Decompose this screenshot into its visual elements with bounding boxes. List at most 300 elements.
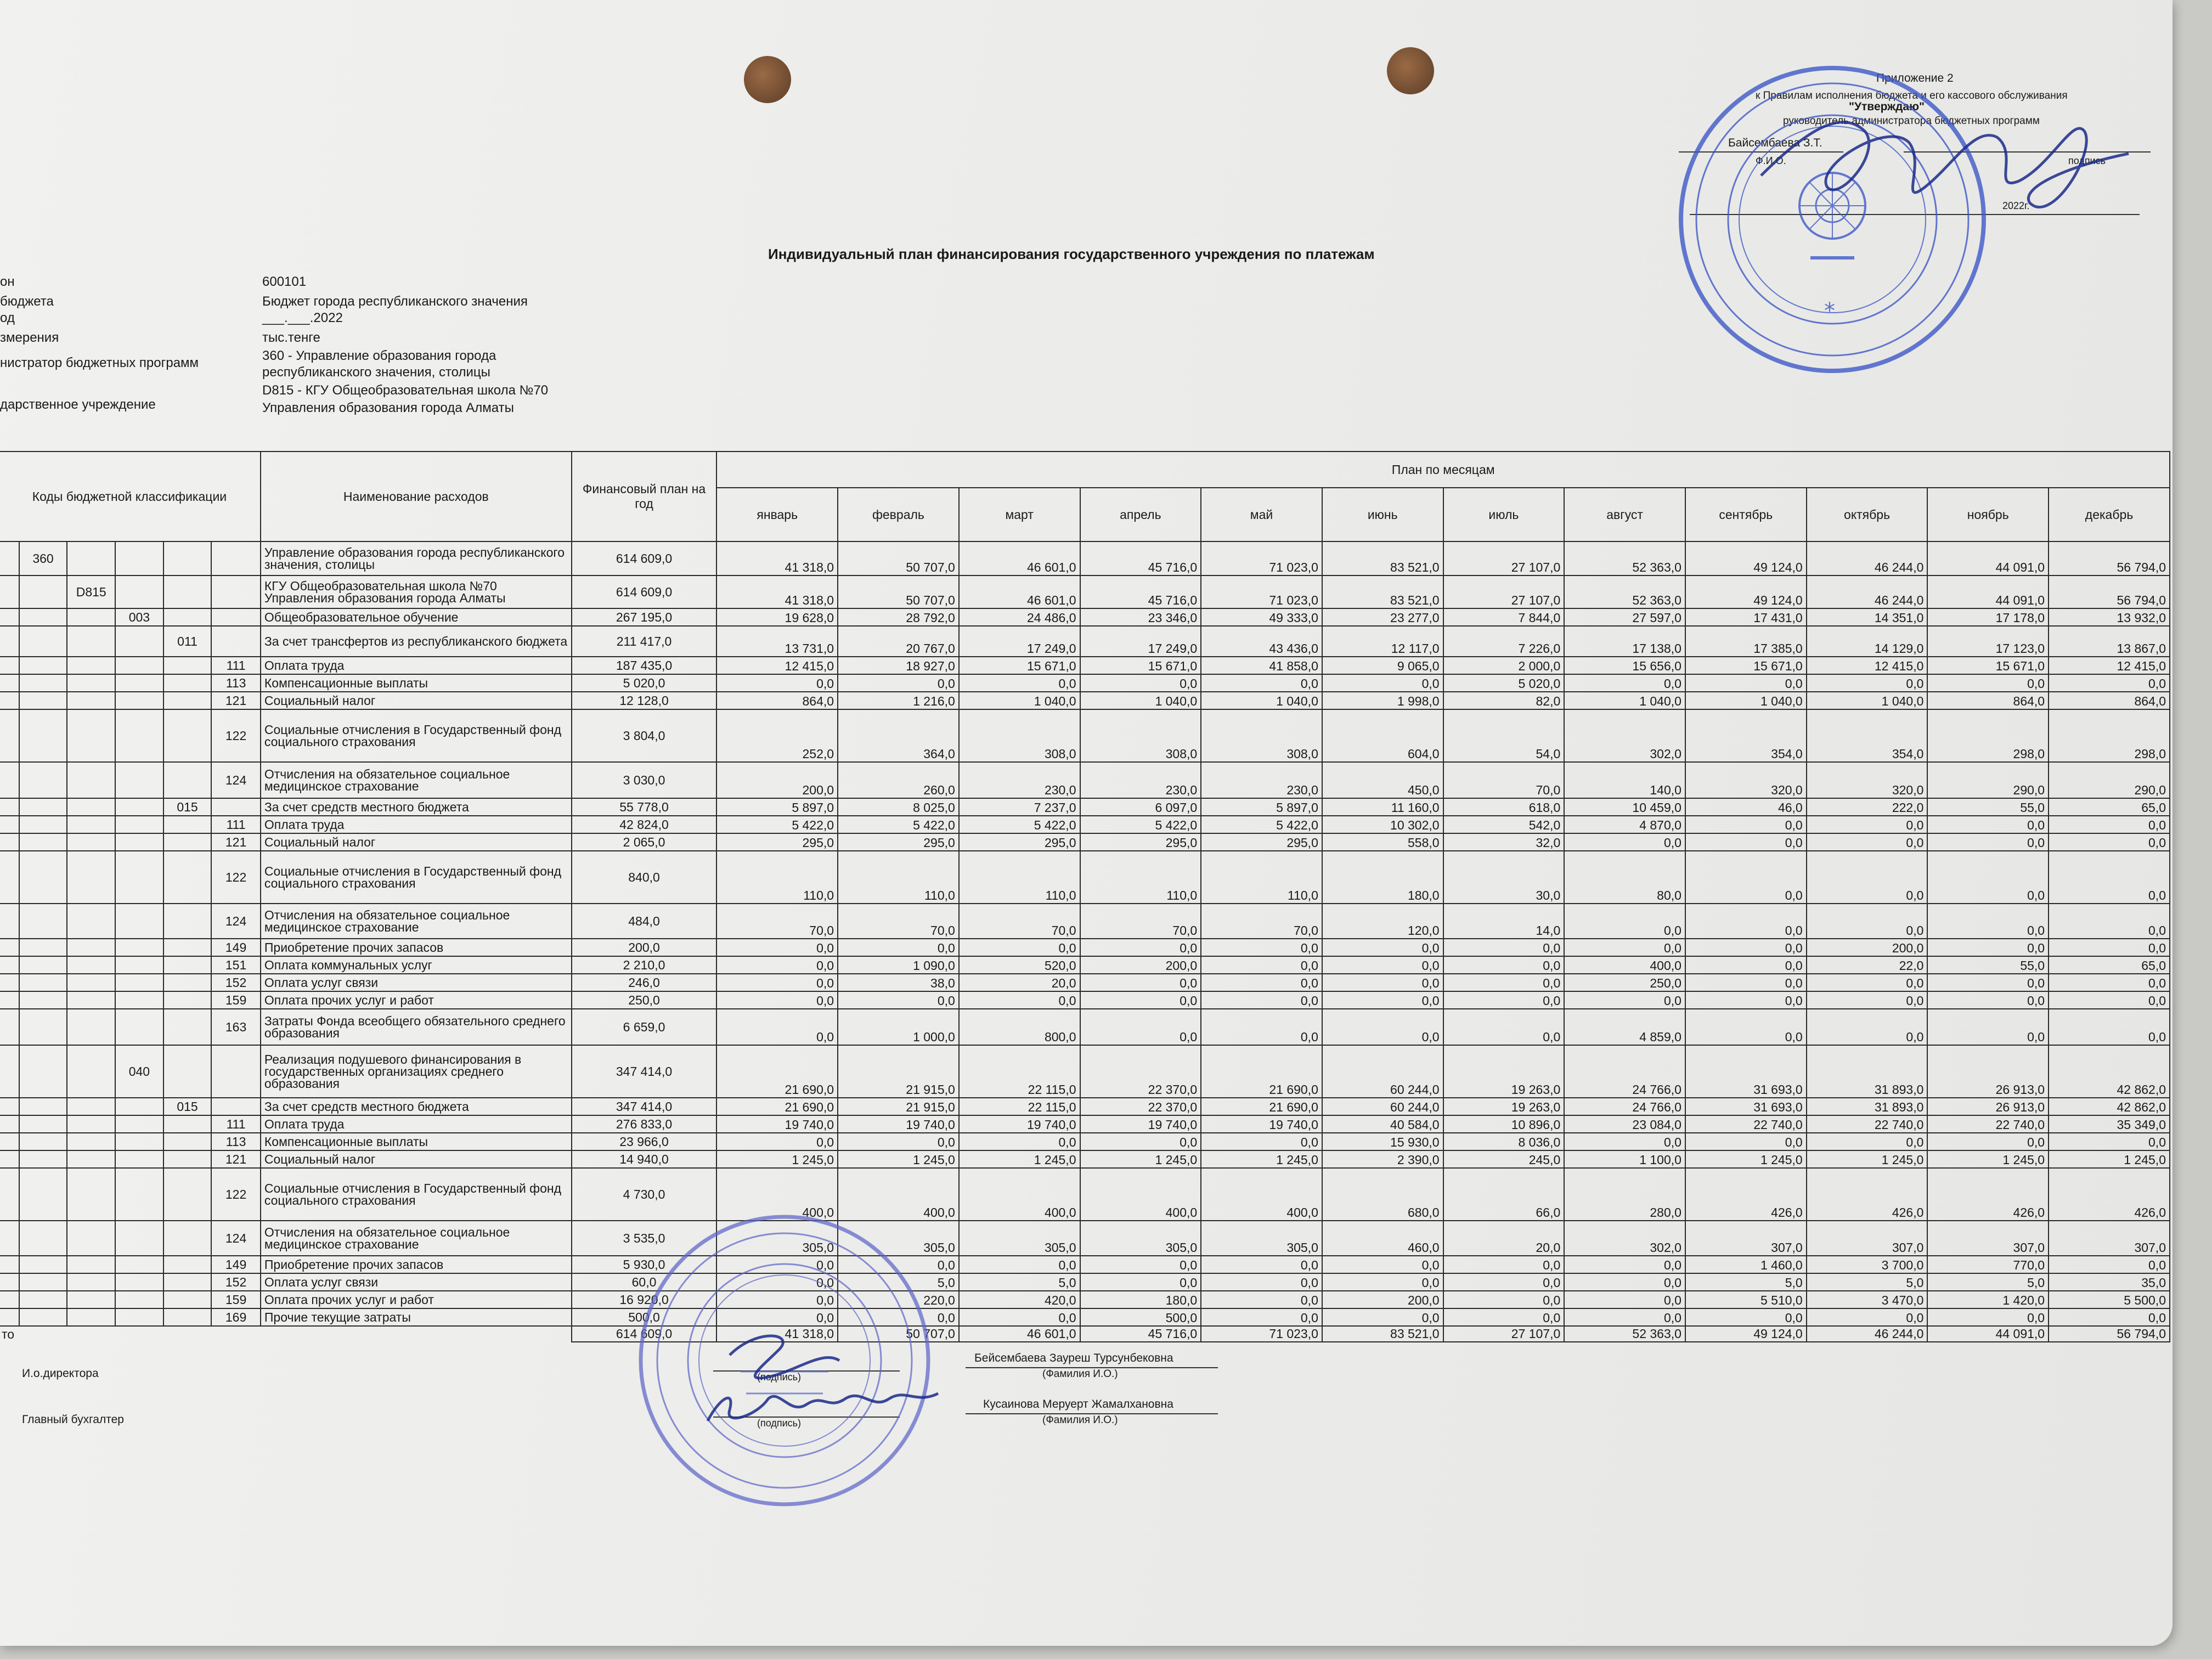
budget-code-cell bbox=[19, 939, 67, 956]
monthly-value-cell: 0,0 bbox=[1927, 674, 2049, 692]
budget-code-cell bbox=[115, 956, 163, 974]
annual-plan-cell: 347 414,0 bbox=[572, 1045, 717, 1098]
monthly-value-cell: 0,0 bbox=[1564, 991, 1685, 1009]
monthly-value-cell: 15 671,0 bbox=[1685, 657, 1807, 674]
expense-name-cell: КГУ Общеобразовательная школа №70 Управления образования города Алматы bbox=[261, 575, 572, 608]
budget-code-cell bbox=[163, 904, 212, 939]
annual-plan-cell: 2 210,0 bbox=[572, 956, 717, 974]
annual-plan-cell: 250,0 bbox=[572, 991, 717, 1009]
monthly-value-cell: 0,0 bbox=[959, 1256, 1080, 1273]
monthly-value-cell: 52 363,0 bbox=[1564, 541, 1685, 575]
budget-code-cell: 151 bbox=[211, 956, 261, 974]
monthly-value-cell: 1 040,0 bbox=[1685, 692, 1807, 709]
annual-plan-cell: 4 730,0 bbox=[572, 1168, 717, 1221]
monthly-value-cell: 5,0 bbox=[1927, 1273, 2049, 1291]
budget-code-cell bbox=[163, 1150, 212, 1168]
monthly-value-cell: 1 420,0 bbox=[1927, 1291, 2049, 1308]
annual-plan-cell: 6 659,0 bbox=[572, 1009, 717, 1045]
monthly-value-cell: 0,0 bbox=[1564, 674, 1685, 692]
budget-code-cell bbox=[163, 1273, 212, 1291]
monthly-value-cell: 17 249,0 bbox=[1080, 626, 1201, 657]
monthly-value-cell: 26 913,0 bbox=[1927, 1045, 2049, 1098]
budget-code-cell bbox=[163, 692, 212, 709]
monthly-value-cell: 54,0 bbox=[1443, 709, 1565, 762]
monthly-value-cell: 305,0 bbox=[959, 1221, 1080, 1256]
table-row bbox=[0, 608, 2170, 626]
monthly-value-cell: 71 023,0 bbox=[1201, 541, 1322, 575]
budget-code-cell: 015 bbox=[163, 798, 212, 816]
budget-code-cell bbox=[0, 1150, 19, 1168]
monthly-value-cell: 20,0 bbox=[959, 974, 1080, 991]
monthly-value-cell: 770,0 bbox=[1927, 1256, 2049, 1273]
monthly-value-cell: 305,0 bbox=[1201, 1221, 1322, 1256]
svg-text:*: * bbox=[1824, 298, 1835, 324]
budget-code-cell bbox=[115, 1150, 163, 1168]
table-row bbox=[0, 851, 2170, 904]
monthly-value-cell: 19 740,0 bbox=[1201, 1115, 1322, 1133]
budget-code-cell bbox=[19, 608, 67, 626]
total-monthly-cell: 41 318,0 bbox=[716, 1326, 838, 1342]
table-row bbox=[0, 991, 2170, 1009]
monthly-value-cell: 200,0 bbox=[1080, 956, 1201, 974]
header-value-institution: D815 - КГУ Общеобразовательная школа №70 Управления образования города Алматы bbox=[262, 383, 549, 415]
monthly-value-cell: 0,0 bbox=[1927, 1308, 2049, 1326]
monthly-value-cell: 420,0 bbox=[959, 1291, 1080, 1308]
budget-code-cell bbox=[0, 608, 19, 626]
budget-code-cell bbox=[19, 1168, 67, 1221]
monthly-value-cell: 31 693,0 bbox=[1685, 1098, 1807, 1115]
table-row bbox=[0, 1256, 2170, 1273]
monthly-value-cell: 180,0 bbox=[1322, 851, 1443, 904]
budget-code-cell bbox=[0, 1273, 19, 1291]
annual-plan-cell: 3 804,0 bbox=[572, 709, 717, 762]
budget-code-cell bbox=[0, 1168, 19, 1221]
monthly-value-cell: 0,0 bbox=[1927, 991, 2049, 1009]
budget-code-cell: 040 bbox=[115, 1045, 163, 1098]
monthly-value-cell: 21 690,0 bbox=[716, 1045, 838, 1098]
monthly-value-cell: 307,0 bbox=[2049, 1221, 2170, 1256]
monthly-value-cell: 298,0 bbox=[2049, 709, 2170, 762]
monthly-value-cell: 22,0 bbox=[1807, 956, 1928, 974]
accountant-name: Кусаинова Меруерт Жамалхановна bbox=[983, 1398, 1173, 1410]
table-row bbox=[0, 1045, 2170, 1098]
budget-code-cell bbox=[67, 657, 115, 674]
monthly-value-cell: 0,0 bbox=[1564, 1308, 1685, 1326]
accountant-fio-caption: (Фамилия И.О.) bbox=[1042, 1414, 1118, 1426]
table-row bbox=[0, 541, 2170, 575]
monthly-value-cell: 41 858,0 bbox=[1201, 657, 1322, 674]
budget-code-cell: 152 bbox=[211, 1273, 261, 1291]
budget-code-cell bbox=[19, 816, 67, 833]
monthly-value-cell: 15 671,0 bbox=[1080, 657, 1201, 674]
header-annual-plan: Финансовый план на год bbox=[572, 452, 717, 541]
budget-code-cell bbox=[19, 956, 67, 974]
budget-code-cell bbox=[163, 657, 212, 674]
header-value-region: 600101 bbox=[262, 274, 307, 289]
month-header: февраль bbox=[838, 488, 959, 541]
monthly-value-cell: 307,0 bbox=[1685, 1221, 1807, 1256]
monthly-value-cell: 1 040,0 bbox=[1201, 692, 1322, 709]
monthly-value-cell: 3 470,0 bbox=[1807, 1291, 1928, 1308]
monthly-value-cell: 1 245,0 bbox=[1685, 1150, 1807, 1168]
monthly-value-cell: 250,0 bbox=[1564, 974, 1685, 991]
monthly-value-cell: 0,0 bbox=[1322, 974, 1443, 991]
table-row bbox=[0, 692, 2170, 709]
monthly-value-cell: 12 415,0 bbox=[716, 657, 838, 674]
budget-code-cell: D815 bbox=[67, 575, 115, 608]
annual-plan-cell: 211 417,0 bbox=[572, 626, 717, 657]
budget-code-cell bbox=[163, 956, 212, 974]
header-expense-name: Наименование расходов bbox=[261, 452, 572, 541]
expense-name-cell: Оплата труда bbox=[261, 1115, 572, 1133]
expense-name-cell: Затраты Фонда всеобщего обязательного среднего образования bbox=[261, 1009, 572, 1045]
table-row bbox=[0, 709, 2170, 762]
monthly-value-cell: 46,0 bbox=[1685, 798, 1807, 816]
monthly-value-cell: 1 245,0 bbox=[1927, 1150, 2049, 1168]
monthly-value-cell: 49 124,0 bbox=[1685, 541, 1807, 575]
monthly-value-cell: 0,0 bbox=[838, 1133, 959, 1150]
budget-code-cell: 169 bbox=[211, 1308, 261, 1326]
monthly-value-cell: 41 318,0 bbox=[716, 575, 838, 608]
budget-code-cell bbox=[115, 833, 163, 851]
budget-code-cell bbox=[19, 1150, 67, 1168]
budget-code-cell bbox=[67, 1221, 115, 1256]
budget-code-cell bbox=[19, 1256, 67, 1273]
budget-code-cell bbox=[67, 1291, 115, 1308]
budget-code-cell bbox=[0, 541, 19, 575]
monthly-value-cell: 0,0 bbox=[2049, 674, 2170, 692]
table-row bbox=[0, 1150, 2170, 1168]
budget-code-cell bbox=[115, 816, 163, 833]
monthly-value-cell: 0,0 bbox=[1443, 956, 1565, 974]
table-row bbox=[0, 626, 2170, 657]
monthly-value-cell: 27 107,0 bbox=[1443, 575, 1565, 608]
monthly-value-cell: 7 844,0 bbox=[1443, 608, 1565, 626]
budget-code-cell: 111 bbox=[211, 657, 261, 674]
monthly-value-cell: 0,0 bbox=[716, 1308, 838, 1326]
budget-code-cell bbox=[163, 674, 212, 692]
budget-code-cell bbox=[19, 575, 67, 608]
monthly-value-cell: 308,0 bbox=[959, 709, 1080, 762]
monthly-value-cell: 230,0 bbox=[1201, 762, 1322, 798]
monthly-value-cell: 21 690,0 bbox=[1201, 1098, 1322, 1115]
monthly-value-cell: 23 277,0 bbox=[1322, 608, 1443, 626]
budget-code-cell: 111 bbox=[211, 1115, 261, 1133]
monthly-value-cell: 19 740,0 bbox=[959, 1115, 1080, 1133]
director-sign-caption: (подпись) bbox=[757, 1372, 802, 1383]
budget-code-cell bbox=[115, 991, 163, 1009]
table-row bbox=[0, 1115, 2170, 1133]
monthly-value-cell: 42 862,0 bbox=[2049, 1098, 2170, 1115]
table-row bbox=[0, 1273, 2170, 1291]
monthly-value-cell: 23 346,0 bbox=[1080, 608, 1201, 626]
expense-name-cell: Отчисления на обязательное социальное медицинское страхование bbox=[261, 762, 572, 798]
monthly-value-cell: 13 867,0 bbox=[2049, 626, 2170, 657]
budget-code-cell bbox=[115, 1221, 163, 1256]
monthly-value-cell: 520,0 bbox=[959, 956, 1080, 974]
month-header: август bbox=[1564, 488, 1685, 541]
monthly-value-cell: 0,0 bbox=[1807, 851, 1928, 904]
monthly-value-cell: 44 091,0 bbox=[1927, 575, 2049, 608]
monthly-value-cell: 5 020,0 bbox=[1443, 674, 1565, 692]
monthly-value-cell: 0,0 bbox=[1685, 1308, 1807, 1326]
monthly-value-cell: 56 794,0 bbox=[2049, 575, 2170, 608]
budget-code-cell bbox=[0, 956, 19, 974]
budget-code-cell bbox=[211, 575, 261, 608]
monthly-value-cell: 14,0 bbox=[1443, 904, 1565, 939]
expense-name-cell: Оплата труда bbox=[261, 816, 572, 833]
monthly-value-cell: 5 897,0 bbox=[1201, 798, 1322, 816]
monthly-value-cell: 0,0 bbox=[716, 1133, 838, 1150]
director-fio-caption: (Фамилия И.О.) bbox=[1042, 1368, 1118, 1380]
monthly-value-cell: 1 245,0 bbox=[1201, 1150, 1322, 1168]
budget-code-cell bbox=[115, 1308, 163, 1326]
monthly-value-cell: 19 263,0 bbox=[1443, 1098, 1565, 1115]
table-row bbox=[0, 816, 2170, 833]
monthly-value-cell: 0,0 bbox=[1322, 1273, 1443, 1291]
header-value-date: ___.___.2022 bbox=[262, 311, 343, 325]
monthly-value-cell: 0,0 bbox=[1201, 1273, 1322, 1291]
monthly-value-cell: 140,0 bbox=[1564, 762, 1685, 798]
monthly-value-cell: 604,0 bbox=[1322, 709, 1443, 762]
annual-plan-cell: 23 966,0 bbox=[572, 1133, 717, 1150]
approval-date: 2022г. bbox=[2002, 200, 2030, 211]
monthly-value-cell: 110,0 bbox=[1080, 851, 1201, 904]
budget-code-cell bbox=[19, 1115, 67, 1133]
month-header: март bbox=[959, 488, 1080, 541]
budget-code-cell: 015 bbox=[163, 1098, 212, 1115]
table-row bbox=[0, 1308, 2170, 1326]
budget-code-cell bbox=[211, 608, 261, 626]
header-label-administrator: нистратор бюджетных программ bbox=[0, 356, 199, 370]
monthly-value-cell: 21 690,0 bbox=[716, 1098, 838, 1115]
monthly-value-cell: 450,0 bbox=[1322, 762, 1443, 798]
monthly-value-cell: 1 040,0 bbox=[1564, 692, 1685, 709]
monthly-value-cell: 0,0 bbox=[1685, 833, 1807, 851]
monthly-value-cell: 22 740,0 bbox=[1927, 1115, 2049, 1133]
expense-name-cell: Оплата прочих услуг и работ bbox=[261, 1291, 572, 1308]
budget-code-cell bbox=[115, 1291, 163, 1308]
monthly-value-cell: 0,0 bbox=[1443, 974, 1565, 991]
budget-code-cell bbox=[67, 1098, 115, 1115]
annual-plan-cell: 246,0 bbox=[572, 974, 717, 991]
month-header: декабрь bbox=[2049, 488, 2170, 541]
monthly-value-cell: 46 244,0 bbox=[1807, 541, 1928, 575]
monthly-value-cell: 1 040,0 bbox=[1080, 692, 1201, 709]
monthly-value-cell: 19 740,0 bbox=[838, 1115, 959, 1133]
total-monthly-cell: 46 601,0 bbox=[959, 1326, 1080, 1342]
budget-code-cell bbox=[115, 657, 163, 674]
monthly-value-cell: 17 138,0 bbox=[1564, 626, 1685, 657]
monthly-value-cell: 0,0 bbox=[2049, 1009, 2170, 1045]
monthly-value-cell: 426,0 bbox=[2049, 1168, 2170, 1221]
budget-code-cell: 113 bbox=[211, 674, 261, 692]
monthly-value-cell: 0,0 bbox=[1080, 991, 1201, 1009]
monthly-value-cell: 400,0 bbox=[1564, 956, 1685, 974]
budget-code-cell bbox=[19, 1133, 67, 1150]
monthly-value-cell: 71 023,0 bbox=[1201, 575, 1322, 608]
monthly-value-cell: 200,0 bbox=[1807, 939, 1928, 956]
monthly-value-cell: 20,0 bbox=[1443, 1221, 1565, 1256]
expense-name-cell: За счет средств местного бюджета bbox=[261, 798, 572, 816]
annual-plan-cell: 614 609,0 bbox=[572, 541, 717, 575]
header-value-unit: тыс.тенге bbox=[262, 330, 320, 345]
monthly-value-cell: 83 521,0 bbox=[1322, 541, 1443, 575]
budget-code-cell bbox=[211, 1098, 261, 1115]
monthly-value-cell: 52 363,0 bbox=[1564, 575, 1685, 608]
monthly-value-cell: 1 040,0 bbox=[1807, 692, 1928, 709]
monthly-value-cell: 82,0 bbox=[1443, 692, 1565, 709]
monthly-value-cell: 17 123,0 bbox=[1927, 626, 2049, 657]
budget-code-cell bbox=[67, 709, 115, 762]
table-row bbox=[0, 956, 2170, 974]
budget-code-cell: 124 bbox=[211, 1221, 261, 1256]
monthly-value-cell: 295,0 bbox=[838, 833, 959, 851]
budget-code-cell bbox=[19, 974, 67, 991]
monthly-value-cell: 0,0 bbox=[1322, 939, 1443, 956]
budget-code-cell bbox=[0, 816, 19, 833]
monthly-value-cell: 0,0 bbox=[2049, 851, 2170, 904]
monthly-value-cell: 50 707,0 bbox=[838, 541, 959, 575]
budget-code-cell bbox=[19, 833, 67, 851]
budget-code-cell bbox=[67, 851, 115, 904]
table-row bbox=[0, 762, 2170, 798]
monthly-value-cell: 55,0 bbox=[1927, 956, 2049, 974]
month-header: сентябрь bbox=[1685, 488, 1807, 541]
monthly-value-cell: 1 090,0 bbox=[838, 956, 959, 974]
annual-plan-cell: 500,0 bbox=[572, 1308, 717, 1326]
annual-plan-cell: 3 030,0 bbox=[572, 762, 717, 798]
total-monthly-cell: 50 707,0 bbox=[838, 1326, 959, 1342]
budget-code-cell: 113 bbox=[211, 1133, 261, 1150]
budget-code-cell bbox=[211, 541, 261, 575]
monthly-value-cell: 252,0 bbox=[716, 709, 838, 762]
monthly-value-cell: 0,0 bbox=[1080, 1273, 1201, 1291]
monthly-value-cell: 66,0 bbox=[1443, 1168, 1565, 1221]
budget-code-cell bbox=[19, 762, 67, 798]
monthly-value-cell: 0,0 bbox=[1807, 1133, 1928, 1150]
budget-code-cell bbox=[67, 608, 115, 626]
budget-code-cell bbox=[0, 657, 19, 674]
monthly-value-cell: 1 998,0 bbox=[1322, 692, 1443, 709]
annual-plan-cell: 55 778,0 bbox=[572, 798, 717, 816]
monthly-value-cell: 0,0 bbox=[1685, 956, 1807, 974]
month-header: июнь bbox=[1322, 488, 1443, 541]
budget-code-cell bbox=[163, 1009, 212, 1045]
monthly-value-cell: 22 370,0 bbox=[1080, 1098, 1201, 1115]
monthly-value-cell: 9 065,0 bbox=[1322, 657, 1443, 674]
monthly-value-cell: 0,0 bbox=[1807, 904, 1928, 939]
table-row bbox=[0, 1221, 2170, 1256]
budget-code-cell bbox=[0, 575, 19, 608]
director-name: Бейсембаева Зауреш Турсунбековна bbox=[974, 1352, 1173, 1364]
monthly-value-cell: 0,0 bbox=[1685, 904, 1807, 939]
monthly-value-cell: 400,0 bbox=[838, 1168, 959, 1221]
annual-plan-cell: 3 535,0 bbox=[572, 1221, 717, 1256]
monthly-value-cell: 19 740,0 bbox=[1080, 1115, 1201, 1133]
total-monthly-cell: 83 521,0 bbox=[1322, 1326, 1443, 1342]
punch-hole bbox=[744, 56, 791, 103]
monthly-value-cell: 70,0 bbox=[838, 904, 959, 939]
monthly-value-cell: 0,0 bbox=[959, 1308, 1080, 1326]
annual-plan-cell: 200,0 bbox=[572, 939, 717, 956]
monthly-value-cell: 120,0 bbox=[1322, 904, 1443, 939]
budget-code-cell bbox=[163, 1115, 212, 1133]
budget-code-cell bbox=[115, 904, 163, 939]
monthly-value-cell: 400,0 bbox=[1201, 1168, 1322, 1221]
budget-code-cell bbox=[19, 904, 67, 939]
monthly-value-cell: 5 510,0 bbox=[1685, 1291, 1807, 1308]
monthly-value-cell: 20 767,0 bbox=[838, 626, 959, 657]
monthly-value-cell: 0,0 bbox=[1807, 833, 1928, 851]
budget-code-cell bbox=[0, 904, 19, 939]
header-monthly-plan: План по месяцам bbox=[716, 452, 2170, 488]
budget-code-cell bbox=[0, 1115, 19, 1133]
total-row bbox=[0, 1326, 2170, 1342]
budget-code-cell bbox=[0, 1045, 19, 1098]
monthly-value-cell: 305,0 bbox=[838, 1221, 959, 1256]
monthly-value-cell: 230,0 bbox=[959, 762, 1080, 798]
monthly-value-cell: 0,0 bbox=[1685, 974, 1807, 991]
budget-code-cell bbox=[115, 1133, 163, 1150]
monthly-value-cell: 308,0 bbox=[1201, 709, 1322, 762]
monthly-value-cell: 14 351,0 bbox=[1807, 608, 1928, 626]
monthly-value-cell: 22 370,0 bbox=[1080, 1045, 1201, 1098]
monthly-value-cell: 4 859,0 bbox=[1564, 1009, 1685, 1045]
monthly-value-cell: 21 915,0 bbox=[838, 1045, 959, 1098]
monthly-value-cell: 0,0 bbox=[1080, 674, 1201, 692]
monthly-value-cell: 0,0 bbox=[1080, 939, 1201, 956]
annual-plan-cell: 60,0 bbox=[572, 1273, 717, 1291]
expense-name-cell: Социальный налог bbox=[261, 833, 572, 851]
monthly-value-cell: 0,0 bbox=[716, 974, 838, 991]
total-monthly-cell: 71 023,0 bbox=[1201, 1326, 1322, 1342]
monthly-value-cell: 400,0 bbox=[716, 1168, 838, 1221]
monthly-value-cell: 0,0 bbox=[959, 939, 1080, 956]
monthly-value-cell: 0,0 bbox=[1322, 1009, 1443, 1045]
budget-code-cell bbox=[163, 833, 212, 851]
expense-name-cell: Управление образования города республиканского значения, столицы bbox=[261, 541, 572, 575]
budget-code-cell bbox=[211, 626, 261, 657]
monthly-value-cell: 5,0 bbox=[838, 1273, 959, 1291]
budget-code-cell bbox=[0, 1133, 19, 1150]
budget-code-cell bbox=[67, 991, 115, 1009]
monthly-value-cell: 298,0 bbox=[1927, 709, 2049, 762]
monthly-value-cell: 0,0 bbox=[1685, 991, 1807, 1009]
budget-code-cell bbox=[0, 1009, 19, 1045]
annual-plan-cell: 187 435,0 bbox=[572, 657, 717, 674]
budget-code-cell bbox=[19, 1291, 67, 1308]
monthly-value-cell: 0,0 bbox=[2049, 1133, 2170, 1150]
director-label: И.о.директора bbox=[22, 1367, 99, 1380]
expense-name-cell: Оплата труда bbox=[261, 657, 572, 674]
monthly-value-cell: 0,0 bbox=[1443, 1273, 1565, 1291]
monthly-value-cell: 10 302,0 bbox=[1322, 816, 1443, 833]
budget-code-cell bbox=[67, 1150, 115, 1168]
expense-name-cell: Оплата услуг связи bbox=[261, 974, 572, 991]
monthly-value-cell: 0,0 bbox=[2049, 1308, 2170, 1326]
monthly-value-cell: 60 244,0 bbox=[1322, 1045, 1443, 1098]
expense-name-cell: Социальные отчисления в Государственный фонд социального страхования bbox=[261, 1168, 572, 1221]
budget-code-cell bbox=[67, 692, 115, 709]
monthly-value-cell: 0,0 bbox=[2049, 904, 2170, 939]
monthly-value-cell: 44 091,0 bbox=[1927, 541, 2049, 575]
monthly-value-cell: 0,0 bbox=[716, 674, 838, 692]
monthly-value-cell: 290,0 bbox=[1927, 762, 2049, 798]
budget-code-cell bbox=[19, 1308, 67, 1326]
monthly-value-cell: 307,0 bbox=[1927, 1221, 2049, 1256]
total-monthly-cell: 46 244,0 bbox=[1807, 1326, 1928, 1342]
